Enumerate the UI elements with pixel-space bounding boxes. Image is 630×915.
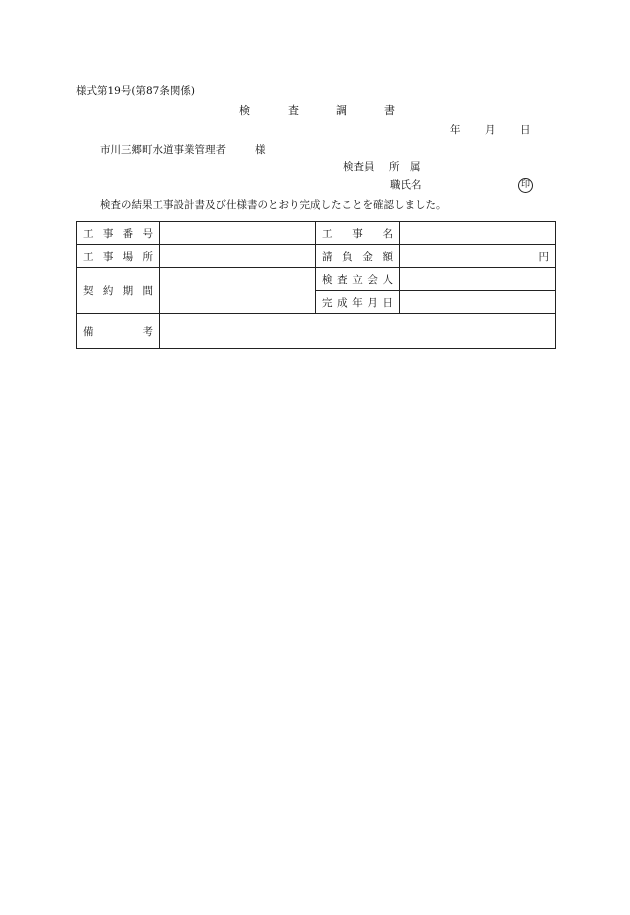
remarks-value[interactable] — [160, 314, 556, 349]
title-char-3: 調 — [336, 104, 347, 117]
confirmation-statement: 検査の結果工事設計書及び仕様書のとおり完成したことを確認しました。 — [100, 199, 447, 211]
contract-amount-value[interactable] — [400, 245, 556, 268]
table-row — [77, 245, 556, 268]
inspection-form-table — [76, 221, 556, 349]
seal-mark-icon: 印 — [518, 178, 533, 193]
addressee-name: 市川三郷町水道事業管理者 — [100, 144, 226, 156]
inspector-label: 検査員 — [343, 161, 375, 173]
construction-name-label: 工事名 — [316, 222, 400, 245]
title-char-2: 査 — [288, 104, 299, 117]
construction-number-label: 工事番号 — [77, 222, 160, 245]
construction-site-label: 工事場所 — [77, 245, 160, 268]
inspector-name-label: 職氏名 — [390, 179, 422, 191]
inspection-witness-label: 検査立会人 — [316, 268, 400, 291]
contract-period-label: 契約期間 — [77, 268, 160, 314]
inspection-witness-value[interactable] — [400, 268, 556, 291]
currency-unit: 円 — [538, 250, 549, 263]
completion-date-label: 完成年月日 — [316, 291, 400, 314]
table-row — [77, 222, 556, 245]
completion-date-value[interactable] — [400, 291, 556, 314]
title-char-4: 書 — [384, 104, 395, 117]
table-row — [77, 314, 556, 349]
table-row — [77, 268, 556, 291]
construction-number-value[interactable] — [160, 222, 316, 245]
construction-site-value[interactable] — [160, 245, 316, 268]
construction-name-value[interactable] — [400, 222, 556, 245]
addressee-honorific: 様 — [255, 144, 266, 156]
contract-period-value[interactable] — [160, 268, 316, 314]
date-year-label: 年 — [450, 124, 461, 136]
form-number: 様式第19号(第87条関係) — [76, 85, 195, 97]
contract-amount-label: 請負金額 — [316, 245, 400, 268]
date-month-label: 月 — [485, 124, 496, 136]
inspector-affiliation-label: 所 属 — [389, 161, 421, 173]
title-char-1: 検 — [239, 104, 250, 117]
date-day-label: 日 — [520, 124, 531, 136]
remarks-label: 備考 — [77, 314, 160, 349]
